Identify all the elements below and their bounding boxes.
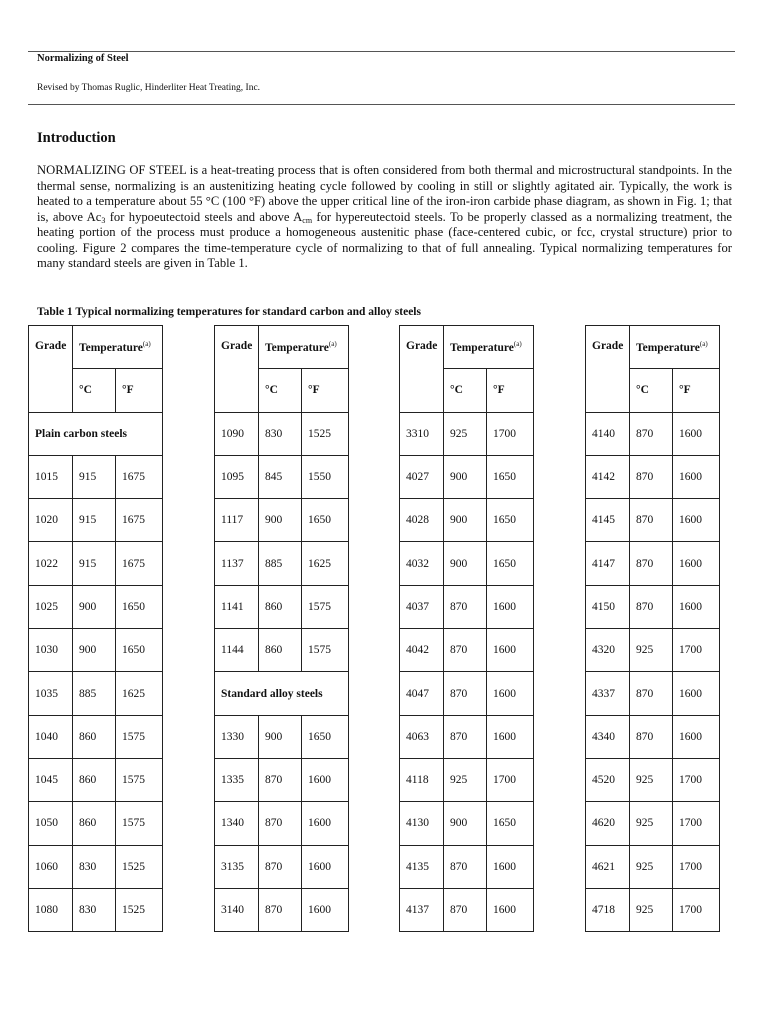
table-row — [29, 758, 163, 801]
table-row — [400, 455, 534, 498]
table-row — [215, 585, 349, 628]
table-header-row — [400, 326, 534, 369]
fahrenheit-cell: 1650 — [487, 802, 534, 845]
grade-header: Grade — [29, 326, 73, 413]
celsius-cell: 870 — [444, 715, 487, 758]
grade-cell: 1141 — [215, 585, 259, 628]
celsius-cell: 915 — [73, 455, 116, 498]
grade-cell: 4137 — [400, 888, 444, 931]
grade-cell: 4135 — [400, 845, 444, 888]
fahrenheit-cell: 1525 — [116, 888, 163, 931]
grade-cell: 1035 — [29, 672, 73, 715]
celsius-cell: 870 — [444, 629, 487, 672]
celsius-cell: 870 — [630, 715, 673, 758]
grade-cell: 1330 — [215, 715, 259, 758]
table-row — [400, 542, 534, 585]
fahrenheit-cell: 1525 — [116, 845, 163, 888]
celsius-cell: 900 — [259, 499, 302, 542]
celsius-cell: 900 — [73, 629, 116, 672]
temperature-table-4 — [585, 325, 720, 932]
table-caption: Table 1 Typical normalizing temperatures for standard carbon and alloy steels — [37, 306, 421, 318]
celsius-cell: 870 — [259, 845, 302, 888]
grade-cell: 4620 — [586, 802, 630, 845]
celsius-cell: 870 — [259, 758, 302, 801]
celsius-cell: 870 — [630, 542, 673, 585]
table-row — [586, 845, 720, 888]
grade-cell: 1060 — [29, 845, 73, 888]
celsius-cell: 925 — [630, 888, 673, 931]
grade-cell: 4142 — [586, 455, 630, 498]
fahrenheit-cell: 1600 — [302, 758, 349, 801]
grade-cell: 1050 — [29, 802, 73, 845]
fahrenheit-cell: 1600 — [673, 412, 720, 455]
table-row — [29, 585, 163, 628]
celsius-cell: 860 — [259, 585, 302, 628]
grade-cell: 1030 — [29, 629, 73, 672]
fahrenheit-cell: 1700 — [673, 758, 720, 801]
fahrenheit-cell: 1575 — [302, 585, 349, 628]
header-rule — [28, 104, 735, 105]
celsius-cell: 870 — [630, 672, 673, 715]
celsius-cell: 915 — [73, 542, 116, 585]
table-row — [215, 802, 349, 845]
table-row — [586, 542, 720, 585]
grade-cell: 3310 — [400, 412, 444, 455]
intro-subscript-ac3: 3 — [101, 215, 106, 225]
fahrenheit-cell: 1600 — [487, 845, 534, 888]
celsius-header: °C — [444, 369, 487, 412]
grade-cell: 4130 — [400, 802, 444, 845]
grade-cell: 1045 — [29, 758, 73, 801]
fahrenheit-cell: 1700 — [673, 888, 720, 931]
grade-cell: 4320 — [586, 629, 630, 672]
fahrenheit-cell: 1600 — [673, 715, 720, 758]
table-row — [400, 715, 534, 758]
table-row — [29, 715, 163, 758]
celsius-cell: 925 — [630, 802, 673, 845]
fahrenheit-cell: 1650 — [116, 585, 163, 628]
table-row — [400, 758, 534, 801]
introduction-paragraph — [37, 163, 732, 272]
grade-header: Grade — [586, 326, 630, 413]
fahrenheit-cell: 1625 — [302, 542, 349, 585]
celsius-cell: 925 — [630, 758, 673, 801]
celsius-cell: 870 — [259, 802, 302, 845]
celsius-cell: 870 — [444, 585, 487, 628]
celsius-cell: 925 — [630, 845, 673, 888]
celsius-cell: 915 — [73, 499, 116, 542]
fahrenheit-cell: 1650 — [116, 629, 163, 672]
temperature-table-3 — [399, 325, 534, 932]
celsius-cell: 885 — [259, 542, 302, 585]
grade-cell: 4337 — [586, 672, 630, 715]
temperature-footnote-marker: (a) — [513, 340, 522, 349]
grade-cell: 1025 — [29, 585, 73, 628]
table-row — [586, 585, 720, 628]
celsius-cell: 860 — [73, 758, 116, 801]
table-row — [29, 499, 163, 542]
temperature-footnote-marker: (a) — [699, 340, 708, 349]
intro-text-part-3: for hypereutectoid steels. To be properly classed as a normalizing treatment, the heating portion of the process must produce a homogeneous austenitic phase (face-centered cubic, or fcc, crystal structure) prior to cooling. Figure 2 compares the time-temperature cycle of normalizing to that of full annealing. Typical normalizing temperatures for many standard steels are given in Table 1. — [37, 209, 732, 270]
section-row — [29, 412, 163, 455]
fahrenheit-header: °F — [116, 369, 163, 412]
table-row — [586, 672, 720, 715]
grade-cell: 1090 — [215, 412, 259, 455]
celsius-cell: 870 — [444, 888, 487, 931]
celsius-cell: 860 — [259, 629, 302, 672]
table-row — [29, 672, 163, 715]
table-row — [215, 629, 349, 672]
grade-cell: 1040 — [29, 715, 73, 758]
grade-cell: 1335 — [215, 758, 259, 801]
celsius-cell: 870 — [444, 672, 487, 715]
fahrenheit-cell: 1600 — [487, 888, 534, 931]
celsius-cell: 830 — [259, 412, 302, 455]
document-title: Normalizing of Steel — [37, 53, 129, 64]
grade-cell: 4063 — [400, 715, 444, 758]
grade-cell: 1080 — [29, 888, 73, 931]
table-row — [586, 715, 720, 758]
grade-cell: 4032 — [400, 542, 444, 585]
fahrenheit-cell: 1650 — [302, 715, 349, 758]
fahrenheit-cell: 1550 — [302, 455, 349, 498]
table-header-row — [215, 326, 349, 369]
fahrenheit-header: °F — [673, 369, 720, 412]
intro-text-part-1: NORMALIZING OF STEEL is a heat-treating process that is often considered from both thermal and microstructural standpoints. In the thermal sense, normalizing is an austenitizing heating cycle followed by cooling in still or slightly agitated air. Typically, the work is heated to a temperature about 55 °C (100 °F) above the upper critical line of the iron-iron carbide phase diagram, as shown in Fig. 1; that is, above Ac — [37, 163, 732, 224]
table-row — [215, 455, 349, 498]
fahrenheit-cell: 1525 — [302, 412, 349, 455]
grade-cell: 4027 — [400, 455, 444, 498]
grade-cell: 1144 — [215, 629, 259, 672]
fahrenheit-cell: 1675 — [116, 499, 163, 542]
temperature-header — [630, 326, 720, 369]
grade-cell: 4140 — [586, 412, 630, 455]
grade-cell: 4520 — [586, 758, 630, 801]
fahrenheit-cell: 1600 — [487, 672, 534, 715]
fahrenheit-cell: 1575 — [116, 802, 163, 845]
table-row — [29, 802, 163, 845]
table-row — [215, 888, 349, 931]
fahrenheit-cell: 1700 — [487, 412, 534, 455]
celsius-cell: 860 — [73, 715, 116, 758]
table-row — [586, 629, 720, 672]
grade-cell: 3135 — [215, 845, 259, 888]
temperature-header-label: Temperature — [450, 342, 514, 355]
temperature-header — [73, 326, 163, 369]
table-row — [29, 845, 163, 888]
section-row — [215, 672, 349, 715]
grade-cell: 4147 — [586, 542, 630, 585]
celsius-cell: 870 — [630, 455, 673, 498]
table-row — [400, 672, 534, 715]
table-row — [400, 888, 534, 931]
top-rule — [28, 51, 735, 52]
fahrenheit-cell: 1600 — [487, 629, 534, 672]
grade-cell: 4042 — [400, 629, 444, 672]
temperature-header-label: Temperature — [265, 342, 329, 355]
grade-cell: 4037 — [400, 585, 444, 628]
grade-cell: 1137 — [215, 542, 259, 585]
grade-cell: 4145 — [586, 499, 630, 542]
celsius-cell: 870 — [444, 845, 487, 888]
temperature-footnote-marker: (a) — [328, 340, 337, 349]
celsius-cell: 830 — [73, 888, 116, 931]
table-row — [215, 542, 349, 585]
grade-cell: 4028 — [400, 499, 444, 542]
celsius-cell: 870 — [630, 412, 673, 455]
grade-cell: 4621 — [586, 845, 630, 888]
fahrenheit-cell: 1650 — [302, 499, 349, 542]
celsius-cell: 900 — [444, 499, 487, 542]
table-row — [586, 802, 720, 845]
grade-cell: 3140 — [215, 888, 259, 931]
table-row — [29, 629, 163, 672]
table-row — [586, 888, 720, 931]
fahrenheit-cell: 1600 — [673, 542, 720, 585]
temperature-header — [259, 326, 349, 369]
celsius-cell: 870 — [630, 585, 673, 628]
grade-cell: 4718 — [586, 888, 630, 931]
table-row — [586, 412, 720, 455]
section-label: Standard alloy steels — [215, 672, 349, 715]
fahrenheit-cell: 1600 — [487, 585, 534, 628]
table-row — [29, 455, 163, 498]
celsius-cell: 900 — [444, 455, 487, 498]
celsius-header: °C — [259, 369, 302, 412]
celsius-cell: 845 — [259, 455, 302, 498]
fahrenheit-cell: 1650 — [487, 455, 534, 498]
fahrenheit-cell: 1625 — [116, 672, 163, 715]
celsius-cell: 900 — [259, 715, 302, 758]
celsius-cell: 860 — [73, 802, 116, 845]
fahrenheit-cell: 1600 — [673, 499, 720, 542]
grade-cell: 1022 — [29, 542, 73, 585]
celsius-cell: 900 — [444, 542, 487, 585]
fahrenheit-cell: 1700 — [487, 758, 534, 801]
fahrenheit-cell: 1700 — [673, 845, 720, 888]
fahrenheit-cell: 1600 — [673, 672, 720, 715]
table-row — [586, 499, 720, 542]
table-row — [400, 412, 534, 455]
fahrenheit-header: °F — [302, 369, 349, 412]
fahrenheit-cell: 1600 — [487, 715, 534, 758]
grade-cell: 4047 — [400, 672, 444, 715]
table-row — [400, 845, 534, 888]
fahrenheit-cell: 1575 — [302, 629, 349, 672]
fahrenheit-cell: 1575 — [116, 758, 163, 801]
celsius-cell: 870 — [259, 888, 302, 931]
intro-subscript-acm: cm — [302, 215, 313, 225]
fahrenheit-cell: 1575 — [116, 715, 163, 758]
celsius-cell: 925 — [444, 758, 487, 801]
celsius-header: °C — [630, 369, 673, 412]
table-row — [215, 412, 349, 455]
temperature-table-1 — [28, 325, 163, 932]
grade-cell: 1340 — [215, 802, 259, 845]
celsius-cell: 925 — [630, 629, 673, 672]
table-row — [400, 499, 534, 542]
fahrenheit-cell: 1600 — [673, 585, 720, 628]
grade-cell: 1020 — [29, 499, 73, 542]
section-label: Plain carbon steels — [29, 412, 163, 455]
fahrenheit-cell: 1700 — [673, 802, 720, 845]
celsius-cell: 830 — [73, 845, 116, 888]
fahrenheit-cell: 1600 — [302, 888, 349, 931]
intro-text-part-2: for hypoeutectoid steels and above A — [105, 209, 303, 224]
temperature-header-label: Temperature — [79, 342, 143, 355]
table-row — [215, 715, 349, 758]
fahrenheit-cell: 1600 — [673, 455, 720, 498]
table-row — [586, 758, 720, 801]
grade-header: Grade — [215, 326, 259, 413]
celsius-header: °C — [73, 369, 116, 412]
table-header-row — [29, 326, 163, 369]
grade-cell: 1117 — [215, 499, 259, 542]
grade-cell: 1015 — [29, 455, 73, 498]
table-row — [400, 629, 534, 672]
fahrenheit-cell: 1650 — [487, 542, 534, 585]
fahrenheit-cell: 1600 — [302, 845, 349, 888]
grade-header: Grade — [400, 326, 444, 413]
table-row — [400, 802, 534, 845]
grade-cell: 4150 — [586, 585, 630, 628]
fahrenheit-cell: 1700 — [673, 629, 720, 672]
celsius-cell: 925 — [444, 412, 487, 455]
grade-cell: 4340 — [586, 715, 630, 758]
table-row — [215, 499, 349, 542]
fahrenheit-header: °F — [487, 369, 534, 412]
grade-cell: 4118 — [400, 758, 444, 801]
table-header-row — [586, 326, 720, 369]
table-row — [29, 888, 163, 931]
fahrenheit-cell: 1675 — [116, 455, 163, 498]
document-byline: Revised by Thomas Ruglic, Hinderliter Heat Treating, Inc. — [37, 83, 261, 93]
grade-cell: 1095 — [215, 455, 259, 498]
table-row — [215, 845, 349, 888]
table-row — [29, 542, 163, 585]
celsius-cell: 900 — [73, 585, 116, 628]
celsius-cell: 870 — [630, 499, 673, 542]
table-row — [215, 758, 349, 801]
table-row — [400, 585, 534, 628]
fahrenheit-cell: 1600 — [302, 802, 349, 845]
temperature-header — [444, 326, 534, 369]
temperature-header-label: Temperature — [636, 342, 700, 355]
temperature-table-2 — [214, 325, 349, 932]
fahrenheit-cell: 1650 — [487, 499, 534, 542]
introduction-heading: Introduction — [37, 130, 116, 146]
temperature-footnote-marker: (a) — [142, 340, 151, 349]
fahrenheit-cell: 1675 — [116, 542, 163, 585]
table-row — [586, 455, 720, 498]
celsius-cell: 900 — [444, 802, 487, 845]
celsius-cell: 885 — [73, 672, 116, 715]
